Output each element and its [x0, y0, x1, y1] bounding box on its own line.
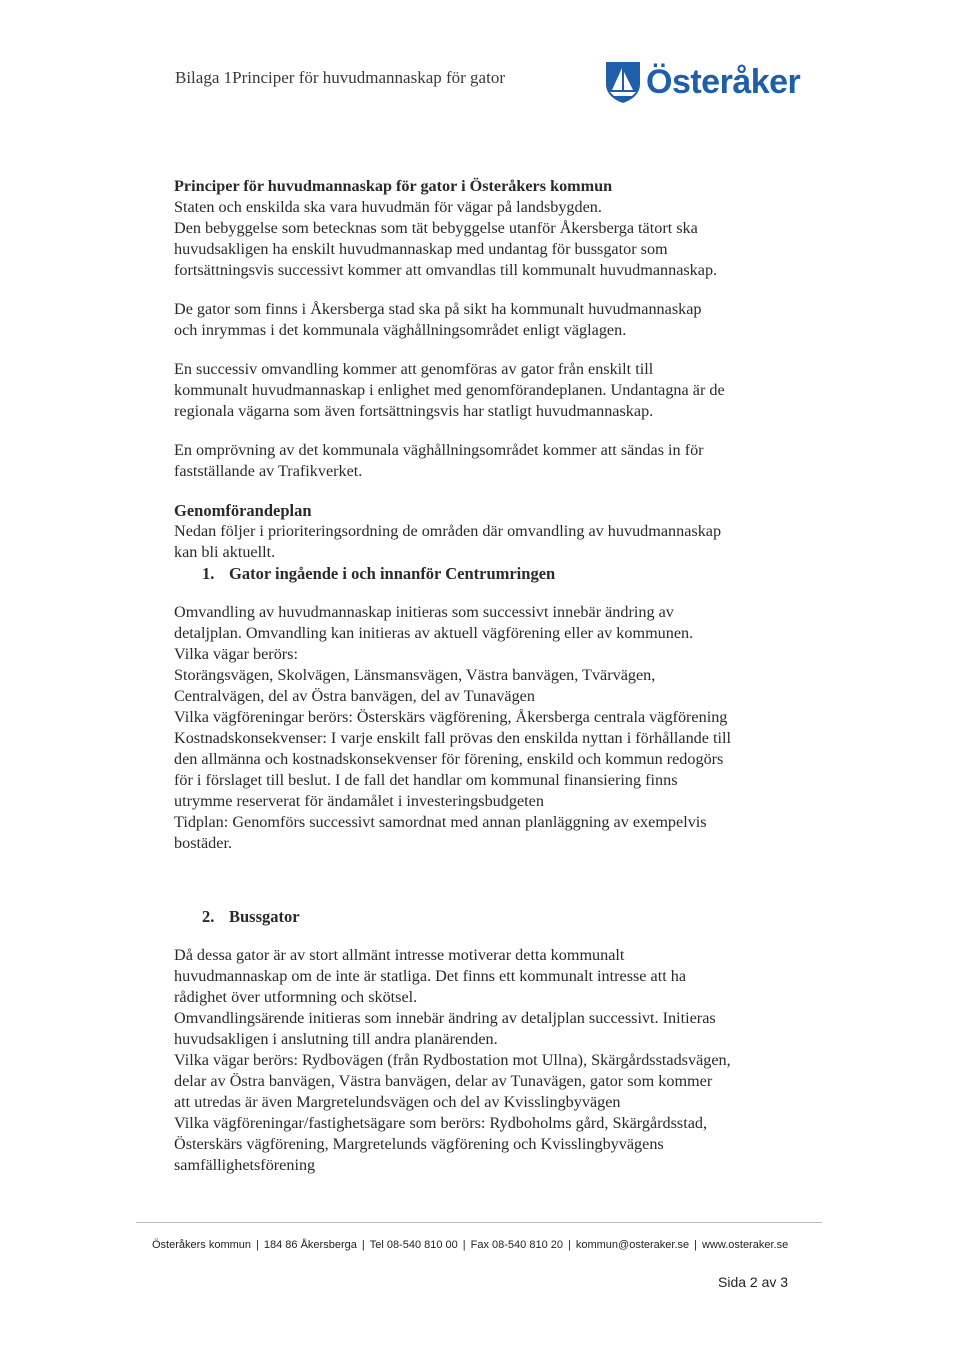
section-heading: Genomförandeplan [174, 501, 312, 520]
item-1-line: utrymme reserverat för ändamålet i investeringsbudgeten [174, 792, 544, 810]
intro-line: Den bebyggelse som betecknas som tät bebyggelse utanför Åkersberga tätort ska [174, 219, 698, 237]
footer-org: Österåkers kommun [152, 1239, 252, 1251]
item-1-line: bostäder. [174, 834, 232, 852]
item-2-line: Österskärs vägförening, Margretelunds vägförening och Kvisslingbyvägens [174, 1135, 664, 1153]
logo-wordmark: Österåker [646, 63, 801, 101]
item-1-line: Storängsvägen, Skolvägen, Länsmansvägen, Västra banvägen, Tvärvägen, [174, 666, 656, 684]
item-2-line: rådighet över utformning och skötsel. [174, 988, 418, 1006]
section-intro-line: kan bli aktuellt. [174, 543, 276, 561]
paragraph-line: fastställande av Trafikverket. [174, 462, 363, 480]
item-1-line: Vilka vägföreningar berörs: Österskärs vägförening, Åkersberga centrala vägförening [174, 708, 728, 726]
paragraph-line: och inrymmas i det kommunala väghållningsområdet enligt väglagen. [174, 321, 627, 339]
section-intro-line: Nedan följer i prioriteringsordning de områden där omvandling av huvudmannaskap [174, 522, 722, 540]
item-2-line: huvudsakligen i anslutning till andra planärenden. [174, 1030, 498, 1048]
paragraph-line: kommunalt huvudmannaskap i enlighet med genomförandeplanen. Undantagna är de [174, 381, 725, 399]
intro-line: huvudsakligen ha enskilt huvudmannaskap med undantag för bussgator som [174, 240, 668, 258]
item-heading-text: Gator ingående i och innanför Centrumringen [229, 564, 556, 583]
footer-email-link[interactable]: kommun@osteraker.se [575, 1239, 690, 1251]
footer-address: 184 86 Åkersberga [263, 1239, 357, 1251]
item-number: 2. [202, 907, 215, 926]
item-1-line: den allmänna och kostnadskonsekvenser för förening, enskild och kommun redogörs [174, 750, 724, 768]
footer-tel: Tel 08-540 810 00 [369, 1239, 458, 1251]
footer-contact: Österåkers kommun | 184 86 Åkersberga | Tel 08-540 810 00 | Fax 08-540 810 20 | kommun@osteraker.se | www.osteraker.se [152, 1239, 789, 1251]
paragraph-line: En omprövning av det kommunala väghållningsområdet kommer att sändas in för [174, 441, 704, 459]
footer-fax: Fax 08-540 810 20 [470, 1239, 563, 1251]
intro-line: Staten och enskilda ska vara huvudmän för vägar på landsbygden. [174, 198, 602, 216]
document-body [174, 176, 794, 1176]
item-2-heading [174, 906, 794, 927]
item-number: 1. [202, 564, 215, 583]
item-2-line: att utredas är även Margretelundsvägen och del av Kvisslingbyvägen [174, 1093, 621, 1111]
item-2-line: delar av Östra banvägen, Västra banvägen, delar av Tunavägen, gator som kommer [174, 1072, 713, 1090]
paragraph-line: De gator som finns i Åkersberga stad ska på sikt ha kommunalt huvudmannaskap [174, 300, 702, 318]
item-2-line: Vilka vägföreningar/fastighetsägare som berörs: Rydboholms gård, Skärgårdsstad, [174, 1114, 708, 1132]
item-2-line: samfällighetsförening [174, 1156, 316, 1174]
document-label: Bilaga 1Principer för huvudmannaskap för gator [175, 68, 505, 87]
page-number: Sida 2 av 3 [718, 1274, 789, 1290]
item-1-line: Kostnadskonsekvenser: I varje enskilt fall prövas den enskilda nyttan i förhållande till [174, 729, 731, 747]
paragraph-line: regionala vägarna som även fortsättningsvis har statligt huvudmannaskap. [174, 402, 654, 420]
item-2-line: Vilka vägar berörs: Rydbovägen (från Rydbostation mot Ullna), Skärgårdsstadsvägen, [174, 1051, 731, 1069]
item-2-line: Då dessa gator är av stort allmänt intresse motiverar detta kommunalt [174, 946, 625, 964]
item-1-line: detaljplan. Omvandling kan initieras av aktuell vägförening eller av kommunen. [174, 624, 694, 642]
paragraph-line: En successiv omvandling kommer att genomföras av gator från enskilt till [174, 360, 654, 378]
footer-web-link[interactable]: www.osteraker.se [701, 1239, 789, 1251]
item-1-line: Tidplan: Genomförs successivt samordnat med annan planläggning av exempelvis [174, 813, 707, 831]
intro-line: fortsättningsvis successivt kommer att omvandlas till kommunalt huvudmannaskap. [174, 261, 718, 279]
item-2-line: huvudmannaskap om de inte är statliga. Det finns ett kommunalt intresse att ha [174, 967, 687, 985]
coat-of-arms-icon [604, 60, 642, 104]
item-2-line: Omvandlingsärende initieras som innebär ändring av detaljplan successivt. Initieras [174, 1009, 716, 1027]
item-1-line: Vilka vägar berörs: [174, 645, 298, 663]
item-1-line: Omvandling av huvudmannaskap initieras som successivt innebär ändring av [174, 603, 674, 621]
item-1-heading [174, 563, 794, 584]
document-title: Principer för huvudmannaskap för gator i Österåkers kommun [174, 177, 613, 195]
footer-divider [136, 1222, 822, 1223]
item-1-line: för i förslaget till beslut. I de fall det handlar om kommunal finansiering finns [174, 771, 678, 789]
item-heading-text: Bussgator [229, 907, 300, 926]
item-1-line: Centralvägen, del av Östra banvägen, del av Tunavägen [174, 687, 535, 705]
municipality-logo [604, 60, 800, 104]
